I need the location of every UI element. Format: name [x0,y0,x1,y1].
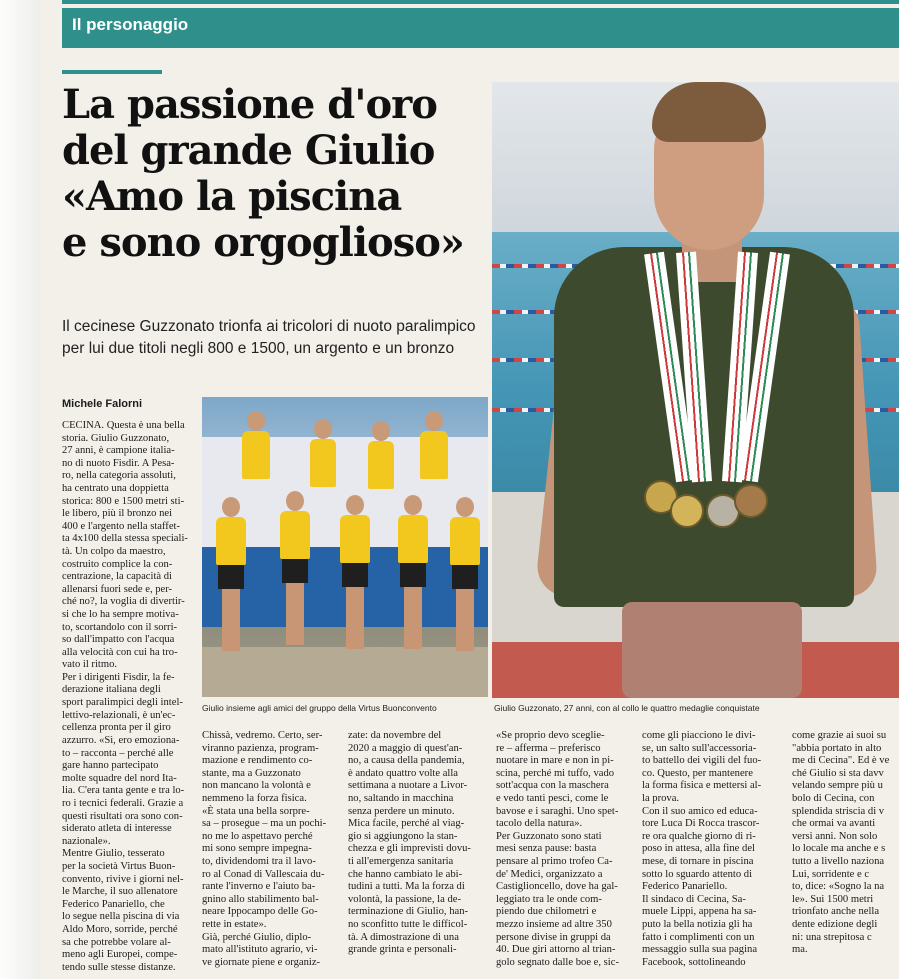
article-line: to, dice: «Sogno la na [792,881,885,893]
article-line: poso in attesa, alla fine del [642,843,755,855]
article-line: tendo sulle stesse distanze. [62,961,176,973]
article-line: re ora qualche giorno di ri- [642,830,756,842]
article-line: 27 anni, è campione italia- [62,445,175,457]
member-shirt [310,439,336,487]
article-line: convento, rivive i giorni nel- [62,873,184,885]
article-line: gio si aggiungono la stan- [348,830,458,842]
athlete-hair [652,82,766,142]
headline-line: del grande Giulio [62,127,435,174]
article-line: centrazione, la capacità di [62,571,172,583]
member-head [404,495,422,515]
athlete-shorts [622,602,802,698]
article-line: mezzo insieme ad altre 350 [496,918,612,930]
text-column-4 [496,730,619,969]
article-line: ma. [792,944,808,956]
article-line: CECINA. Questa è una bella [62,420,185,431]
article-line: mese, di tornare in piscina [642,855,754,867]
member-shirt [398,515,428,563]
member-legs [286,583,304,645]
article-line: so dall'impatto con l'acqua [62,634,175,646]
article-line: Chissà, vedremo. Certo, ser- [202,730,323,741]
article-line: come gli piacciono le divi- [642,730,756,741]
article-line: tacolo della natura». [496,818,583,830]
article-line: se, un salto sull'accessoria- [642,742,757,754]
member-shorts [282,559,308,583]
article-line: to, scortandolo con il sorri- [62,621,178,633]
article-line: chezza e gli imprevisti dovu- [348,843,471,855]
article-line: siderato atleta di interesse [62,823,172,835]
member-shirt [420,431,448,479]
section-rule [62,0,899,4]
author-byline: Michele Falorni [62,398,143,410]
article-line: mato all'istituto agrario, vi- [202,944,318,956]
article-line: Mica facile, perché al viag- [348,818,465,830]
member-legs [456,589,474,651]
article-line: sport paralimpici degli intel- [62,697,183,709]
article-line: no di nuoto Fisdir. A Pesa- [62,457,175,469]
article-line: «Se proprio devo sceglie- [496,730,605,741]
article-line: 40. Due giri attorno al trian- [496,944,616,956]
article-line: sotto lo sguardo attento di [642,868,753,880]
article-line: stante, ma a Guzzonato [202,767,301,779]
member-legs [404,587,422,649]
member-shorts [218,565,244,589]
article-line: allenarsi fuori sede e, per- [62,583,173,595]
article-line: meno agli Europei, compe- [62,949,178,961]
article-line: gare hanno partecipato [62,760,159,772]
subhead-line: per lui due titoli negli 800 e 1500, un argento e un bronzo [62,340,455,357]
article-line: le Marche, il suo allenatore [62,886,178,898]
article-line: "abbia portato in alto [792,742,882,754]
article-line: lo segue nella piscina di via [62,911,180,923]
article-line: no, saltando in macchina [348,792,454,804]
article-line: ha centrato una doppietta [62,482,169,494]
article-line: si che lo ha sempre motiva- [62,608,179,620]
article-line: rante l'inverno e l'aiuto ba- [202,881,316,893]
article-line: la forma fisica e mettersi al- [642,780,762,792]
article-line: pensare al primo trofeo Ca- [496,855,613,867]
article-line: senza perdere un minuto. [348,805,455,817]
article-line: to, dividendomi tra il lavo- [202,855,316,867]
member-legs [222,589,240,651]
article-line: tutto a livello naziona [792,855,885,867]
article-line: Per i dirigenti Fisdir, la fe- [62,671,175,683]
article-line: Facebook, sottolineando [642,956,746,968]
article-line: per la società Virtus Buon- [62,860,176,872]
portrait-photo [492,82,899,698]
article-line: storia. Giulio Guzzonato, [62,432,170,444]
article-line: leggiato tra le onde com- [496,893,602,905]
article-line: che hanno cambiato le abi- [348,868,463,880]
article-line: volontà, la passione, la de- [348,893,461,905]
headline-line: «Amo la piscina [62,173,402,220]
member-head [247,411,265,431]
article-line: sott'acqua con la maschera [496,780,609,792]
article-line: ro, nella categoria assoluti, [62,470,176,482]
article-line: Con il suo amico ed educa- [642,805,758,817]
portrait-caption: Giulio Guzzonato, 27 anni, con al collo le quattro medaglie conquistate [494,703,760,713]
article-line: zate: da novembre del [348,730,442,741]
article-line: scina, perché mi tuffo, vado [496,767,615,779]
article-line: Mentre Giulio, tesserato [62,848,165,860]
article-line: lo locale ma anche e s [792,843,886,855]
article-line: piendo due chilometri e [496,906,597,918]
article-line: tà. Un colpo da maestro, [62,545,166,557]
article-line: lettivo-relazionali, è un'ec- [62,709,176,721]
article-line: le». Sui 1500 metri [792,893,874,905]
article-line: non mancano la volontà e [202,780,311,792]
article-line: Federico Panariello. [642,881,728,893]
article-line: ta 4x100 della stessa speciali- [62,533,188,545]
article-line: puto la bella notizia gli ha [642,918,753,930]
headline-line: La passione d'oro [62,81,437,128]
article-line: Già, perché Giulio, diplo- [202,931,312,943]
member-shirt [242,431,270,479]
article-line: splendida striscia di v [792,805,885,817]
article-line: 2020 a maggio di quest'an- [348,742,463,754]
article-line: tà. A dimostrazione di una [348,931,459,943]
member-head [372,421,390,441]
article-line: velando sempre più u [792,780,883,792]
article-line: nemmeno la forza fisica. [202,792,307,804]
section-label: Il personaggio [72,15,189,34]
article-line: ni: una strepitosa c [792,931,872,943]
ground [202,647,488,697]
article-line: mesi senza pause: basta [496,843,597,855]
article-line: Federico Panariello, che [62,898,165,910]
member-head [286,491,304,511]
text-column-1-bottom [62,735,184,974]
text-column-1-top [62,420,188,735]
article-line: è andato quattro volte alla [348,767,459,779]
article-line: ro al Conad di Vallescaia du- [202,868,325,880]
article-line: la prova. [642,792,680,804]
article-line: viranno pazienza, program- [202,742,319,754]
section-bar [62,0,899,48]
article-line: dente edizione degli [792,918,878,930]
member-shirt [216,517,246,565]
gold-medal [670,494,704,528]
member-head [456,497,474,517]
page-edge [0,0,40,979]
article-line: no sconfitto tutte le difficol- [348,918,468,930]
article-line: costruito complice la con- [62,558,173,570]
member-head [425,411,443,431]
article-line: Per Guzzonato sono stati [496,830,602,842]
article-line: nazionale». [62,835,111,847]
article-line: vato il ritmo. [62,659,118,671]
member-shirt [368,441,394,489]
member-shorts [400,563,426,587]
article-line: versi anni. Non solo [792,830,878,842]
headline-accent-rule [62,70,162,74]
article-line: cellenza pronta per il giro [62,722,171,734]
member-legs [346,587,364,649]
article-line: mazione e rendimento co- [202,755,313,767]
article-line: e vedo tanti pesci, come le [496,792,609,804]
article-line: questi risultati ora sono con- [62,810,183,822]
member-shorts [452,565,478,589]
article-line: persone divise in gruppi da [496,931,611,943]
article-line: le libero, più il bronzo nei [62,508,173,520]
article-line: settimana a nuotare a Livor- [348,780,468,792]
article-line: «È stata una bella sorpre- [202,805,310,817]
article-line: tore Luca Di Rocca trascor- [642,818,760,830]
member-head [222,497,240,517]
bronze-medal [734,484,768,518]
text-column-6 [792,730,899,957]
article-line: 400 e l'argento nella staffet- [62,520,181,532]
article-line: messaggio sulla sua pagina [642,944,758,956]
article-line: lia. C'era tanta gente e tra lo- [62,785,185,797]
article-line: mi sono sempre impegna- [202,843,312,855]
member-shirt [340,515,370,563]
article-line: de' Medici, organizzato a [496,868,603,880]
article-line: derazione italiana degli [62,684,161,696]
article-line: Il sindaco di Cecina, Sa- [642,893,746,905]
member-head [346,495,364,515]
article-line: bavose e i saraghi. Uno spet- [496,805,619,817]
article-line: sa che potrebbe volare al- [62,936,171,948]
article-line: re – afferma – preferisco [496,742,601,754]
article-line: no me lo aspettavo perché [202,830,313,842]
group-photo-caption: Giulio insieme agli amici del gruppo della Virtus Buonconvento [202,703,437,713]
article-line: fatto i complimenti con un [642,931,755,943]
article-line: co. Questo, per mantenere [642,767,753,779]
article-line: molte squadre del nord Ita- [62,772,177,784]
article-line: Aldo Moro, sorride, perché [62,923,178,935]
article-line: bolo di Cecina, con [792,792,875,804]
member-shirt [280,511,310,559]
article-line: ché Giulio si sta davv [792,767,884,779]
headline [62,82,492,266]
article-line: ve giornate piene e organiz- [202,956,321,968]
article-line: come grazie ai suoi su [792,730,887,741]
article-line: neare Ippocampo delle Go- [202,906,318,918]
article-line: no, a causa della pandemia, [348,755,465,767]
article-line: alla velocità con cui ha tro- [62,646,178,658]
article-line: terminazione di Giulio, han- [348,906,469,918]
member-shorts [342,563,368,587]
subheadline [62,316,492,360]
article-line: nuotare in mare e non in pi- [496,755,614,767]
article-line: storica: 800 e 1500 metri sti- [62,495,185,507]
article-line: gnino allo stabilimento bal- [202,893,319,905]
article-line: sa – prosegue – ma un pochi- [202,818,327,830]
article-line: to – racconta – perché alle [62,747,174,759]
article-line: Castiglioncello, dove ha gal- [496,881,618,893]
article-line: che ormai va avanti [792,818,876,830]
text-column-3 [348,730,471,957]
article-line: grande grinta e personali- [348,944,457,956]
article-line: ché no?, la voglia di divertir- [62,596,185,608]
article-line: to battello dei vigili del fuo- [642,755,762,767]
article-line: golo segnato dalle boe e, sic- [496,956,619,968]
member-shirt [450,517,480,565]
article-line: muele Lippi, appena ha sa- [642,906,757,918]
member-head [314,419,332,439]
headline-line: e sono orgoglioso» [62,219,464,266]
article-line: me di Cecina". Ed è ve [792,755,890,767]
article-line: rette in estate». [202,918,267,930]
article-line: trionfato anche nella [792,906,880,918]
subhead-line: Il cecinese Guzzonato trionfa ai tricolori di nuoto paralimpico [62,318,476,335]
article-line: ti all'emergenza sanitaria [348,855,454,867]
article-line: tudini a tutti. Ma la forza di [348,881,465,893]
group-photo [202,397,488,697]
article-line: Lui, sorridente e c [792,868,870,880]
article-line: ro i tecnici federali. Grazie a [62,797,184,809]
article-line: azzurro. «Sì, ero emoziona- [62,735,180,746]
text-column-2 [202,730,326,969]
text-column-5 [642,730,761,969]
